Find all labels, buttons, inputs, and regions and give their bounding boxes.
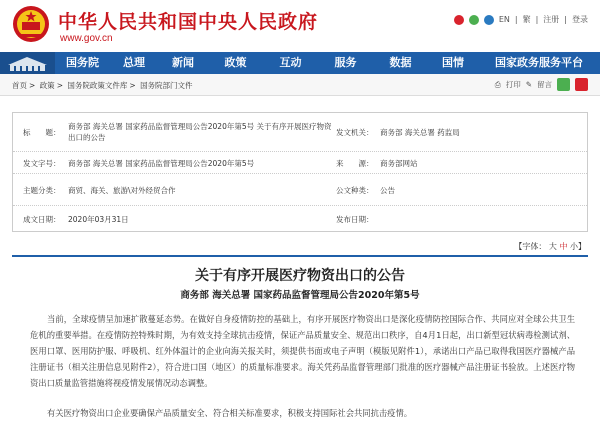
topic-label: 主题分类： <box>23 186 61 195</box>
national-emblem-icon[interactable] <box>12 4 50 44</box>
font-size-large[interactable]: 大 <box>548 242 557 251</box>
breadcrumb-home[interactable]: 首页 <box>12 81 27 90</box>
breadcrumb-sep: > <box>29 81 36 90</box>
top-tools <box>454 14 588 25</box>
share-wechat-icon[interactable] <box>557 78 570 91</box>
tool-separator: | <box>535 15 539 24</box>
font-size-close: 】 <box>578 242 586 251</box>
nav-policy[interactable]: 政策 <box>224 56 247 69</box>
site-title[interactable]: 中华人民共和国中央人民政府 <box>58 11 319 33</box>
info-row-docno <box>13 152 587 174</box>
nav-building-icon[interactable] <box>0 52 55 74</box>
content-divider <box>12 255 588 257</box>
breadcrumb-sep: > <box>56 81 63 90</box>
site-url[interactable]: www.gov.cn <box>60 33 113 44</box>
document-info-table <box>12 112 588 232</box>
info-row-topic <box>13 174 587 206</box>
message-link[interactable]: 留言 <box>537 80 552 89</box>
nav-data[interactable]: 数据 <box>389 56 412 69</box>
nav-service[interactable]: 服务 <box>334 56 357 69</box>
nav-home[interactable]: 国务院 <box>66 56 99 69</box>
doc-no-label: 发文字号： <box>23 159 61 168</box>
issuer-value: 商务部 海关总署 药监局 <box>380 128 460 137</box>
nav-national[interactable]: 国情 <box>442 56 464 69</box>
font-size-label: 【字体： <box>514 242 547 251</box>
font-size-medium[interactable]: 中 <box>559 242 568 251</box>
article-subtitle: 商务部 海关总署 国家药品监督管理局公告2020年第5号 <box>180 290 420 301</box>
info-row-date <box>13 206 587 231</box>
print-link[interactable]: 打印 <box>505 80 521 89</box>
breadcrumb-sep: > <box>129 81 136 90</box>
lang-en-link[interactable]: EN <box>498 15 510 24</box>
article-paragraph: 有关医疗物资出口企业要确保产品质量安全、符合相关标准要求，积极支持国际社会共同抗击疫情。 <box>47 408 413 418</box>
article-paragraph: 当前，全球疫情呈加速扩散蔓延态势。在做好自身疫情防控的基础上，有序开展医疗物资出口是深化疫情防控国际合作、共同应对全球公共卫生危机的重要举措。在疫情防控特殊时期，为有效支持全球抗击疫情，保证产品质量安全、规范出口秩序，自4月1日起，出口新型冠状病毒检测试剂、医用口罩、医用防护服、呼吸机、红外体温计的企业向海关报关时，须提供书面或电子声明（模版见附件1），承诺出口产品已取得我国医疗器械产品注册证书（相关注册信息见附件2），符合进口国（地区）的质量标准要求。海关凭药品监督管理部门批准的医疗器械产品注册证书验放。上述医疗物资出口质量监管措施将视疫情发展情况动态调整。 <box>30 314 575 388</box>
title-label: 标 题： <box>23 128 61 137</box>
mobile-icon[interactable] <box>484 15 494 25</box>
share-weibo-icon[interactable] <box>575 78 588 91</box>
source-label: 来 源： <box>336 159 374 168</box>
register-link[interactable]: 注册 <box>543 15 560 24</box>
font-size-small[interactable]: 小 <box>570 242 578 251</box>
type-label: 公文种类： <box>336 186 374 195</box>
main-nav <box>0 52 600 74</box>
tool-separator: | <box>564 15 567 24</box>
breadcrumb-bar <box>0 74 600 96</box>
nav-service-platform[interactable]: 国家政务服务平台 <box>495 56 583 69</box>
info-row-title <box>13 113 587 152</box>
pub-date-label: 发布日期： <box>336 215 374 224</box>
wechat-icon[interactable] <box>469 15 479 25</box>
lang-tw-link[interactable]: 繁 <box>522 15 531 24</box>
login-link[interactable]: 登录 <box>572 15 588 24</box>
weibo-icon[interactable] <box>454 15 464 25</box>
nav-premier[interactable]: 总理 <box>123 56 145 69</box>
topic-value: 商贸、海关、旅游\对外经贸合作 <box>68 186 176 195</box>
breadcrumb-dept-docs[interactable]: 国务院部门文件 <box>140 81 193 90</box>
date-value: 2020年03月31日 <box>68 215 129 224</box>
tool-separator: | <box>514 15 518 24</box>
type-value: 公告 <box>380 186 395 195</box>
nav-news[interactable]: 新闻 <box>172 56 194 69</box>
message-icon[interactable]: ✎ <box>525 80 532 89</box>
doc-no-value: 商务部 海关总署 国家药品监督管理局公告2020年第5号 <box>68 159 255 168</box>
font-size-control <box>514 241 586 252</box>
breadcrumb-library[interactable]: 国务院政策文件库 <box>67 81 128 90</box>
breadcrumb <box>12 80 195 91</box>
nav-interaction[interactable]: 互动 <box>279 56 302 69</box>
print-icon[interactable]: ⎙ <box>494 79 501 89</box>
issuer-label: 发文机关： <box>336 128 374 137</box>
date-label: 成文日期： <box>23 215 61 224</box>
breadcrumb-policy[interactable]: 政策 <box>39 81 55 90</box>
title-value: 商务部 海关总署 国家药品监督管理局公告2020年第5号 关于有序开展医疗物资出口的公告 <box>68 122 332 142</box>
site-header <box>0 0 600 52</box>
share-tools <box>495 78 588 91</box>
article-title: 关于有序开展医疗物资出口的公告 <box>195 268 405 284</box>
source-value: 商务部网站 <box>380 159 418 168</box>
